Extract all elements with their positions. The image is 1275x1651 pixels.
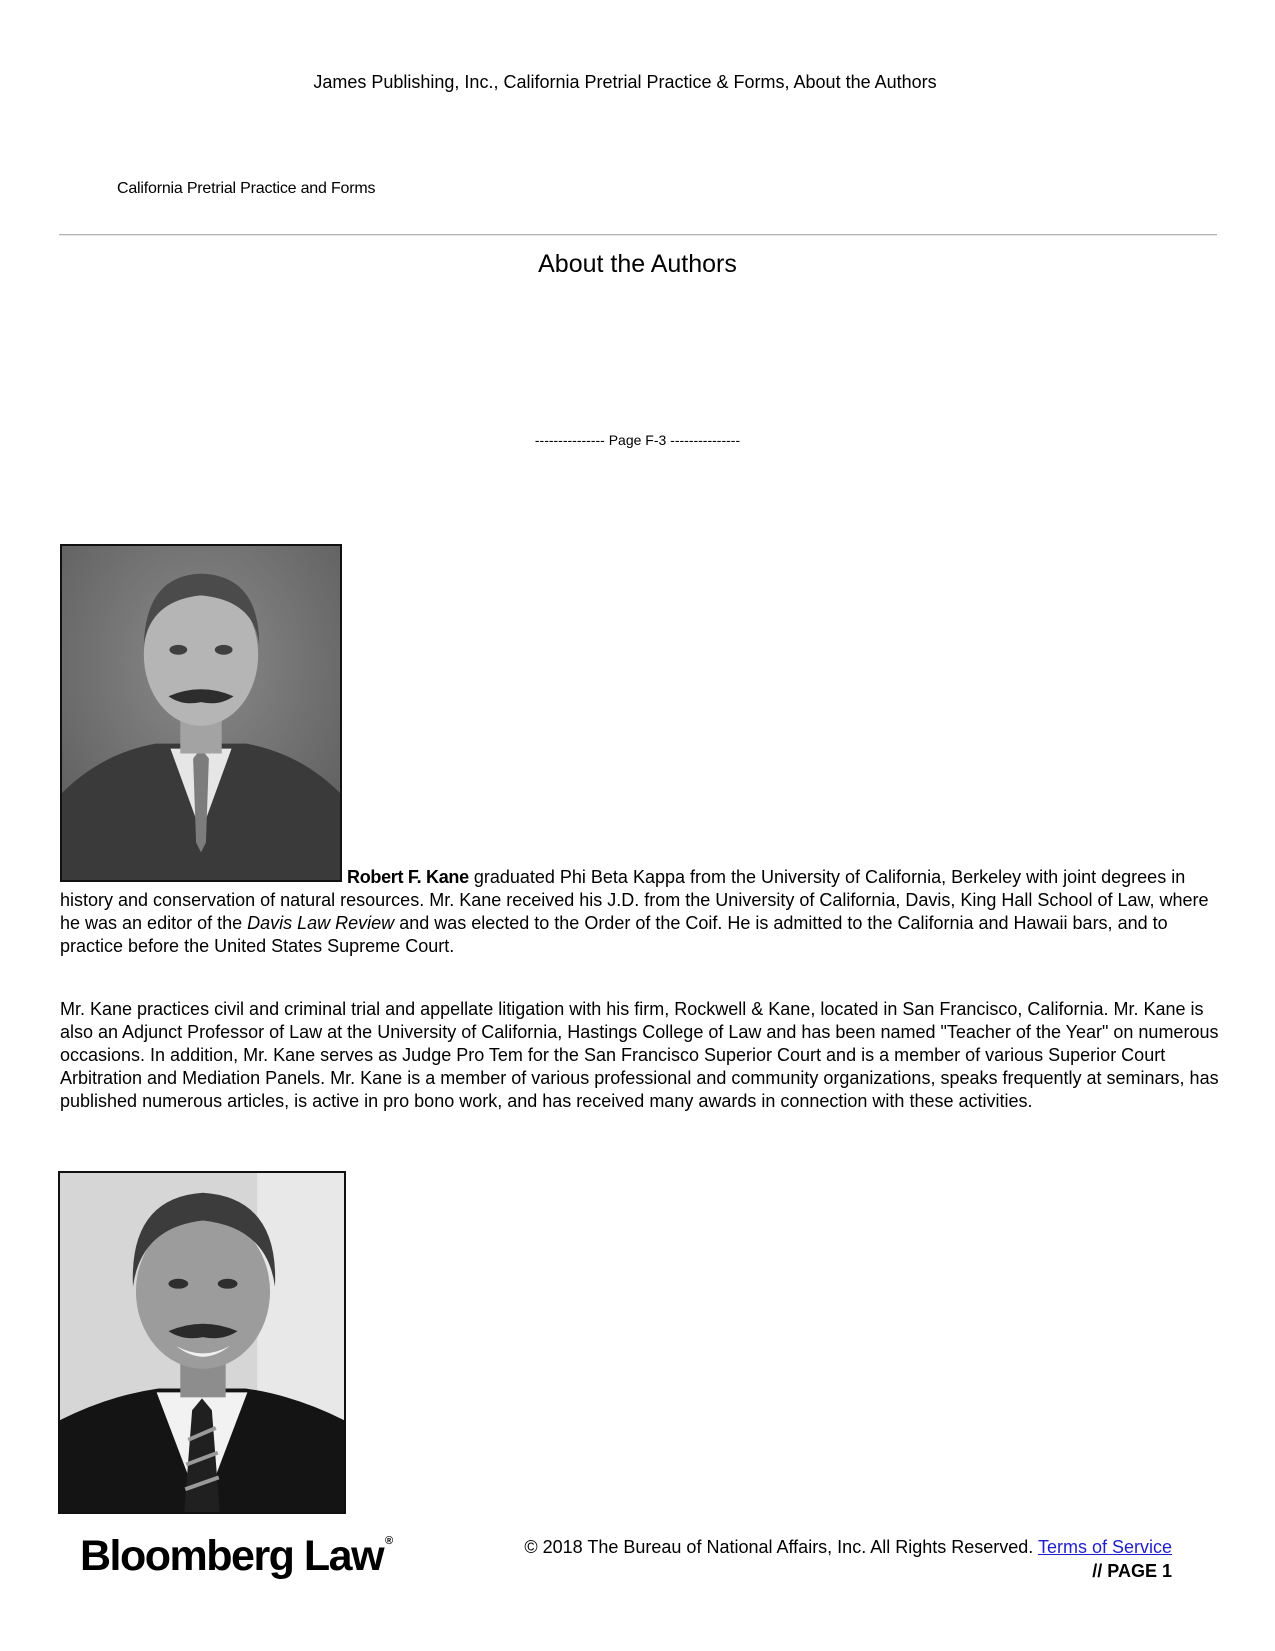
terms-of-service-link[interactable]: Terms of Service bbox=[1037, 1537, 1172, 1557]
bloomberg-law-logo bbox=[80, 1532, 393, 1581]
author-bio-paragraph-1 bbox=[60, 866, 1220, 958]
running-header: James Publishing, Inc., California Pretrial Practice & Forms, About the Authors bbox=[313, 72, 937, 92]
section-title: About the Authors bbox=[538, 250, 737, 278]
copyright-text: © 2018 The Bureau of National Affairs, Inc. All Rights Reserved. bbox=[524, 1537, 1038, 1557]
registered-mark: ® bbox=[385, 1535, 394, 1547]
author-name: Robert F. Kane bbox=[347, 867, 469, 887]
page-marker: --------------- Page F-3 --------------- bbox=[534, 432, 741, 448]
horizontal-divider bbox=[59, 234, 1217, 235]
journal-title: Davis Law Review bbox=[247, 913, 395, 933]
bio-text-end: and was elected to the Order of the Coif. He is admitted to the California and Hawaii bars, and to practice before the United States Supreme Court. bbox=[60, 913, 1168, 956]
page-number: // PAGE 1 bbox=[1092, 1561, 1172, 1581]
author-photo-second bbox=[58, 1171, 346, 1514]
footer-info bbox=[524, 1535, 1172, 1583]
copyright-line bbox=[524, 1535, 1172, 1559]
logo-text: Bloomberg Law bbox=[80, 1532, 384, 1580]
author-photo-kane bbox=[60, 544, 342, 882]
book-title: California Pretrial Practice and Forms bbox=[117, 180, 376, 197]
author-bio-paragraph-2: Mr. Kane practices civil and criminal trial and appellate litigation with his firm, Rockwell & Kane, located in San Francisco, California. Mr. Kane is also an Adjunct Professor of Law at the University of California, Hastings College of Law and has been named "Teacher of the Year" on numerous occasions. In addition, Mr. Kane serves as Judge Pro Tem for the San Francisco Superior Court and is a member of various Superior Court Arbitration and Mediation Panels. Mr. Kane is a member of various professional and community organizations, speaks frequently at seminars, has published numerous articles, is active in pro bono work, and has received many awards in connection with these activities. bbox=[60, 999, 1219, 1111]
portrait-image bbox=[62, 546, 340, 880]
portrait-image bbox=[60, 1173, 344, 1512]
bio-text: graduated Phi Beta Kappa from the University of California, Berkeley with joint degrees in history and conservation of natural resources. Mr. Kane received his J.D. from the University of California, Davis, King Hall School of Law, where he was an editor of the bbox=[60, 867, 1209, 933]
